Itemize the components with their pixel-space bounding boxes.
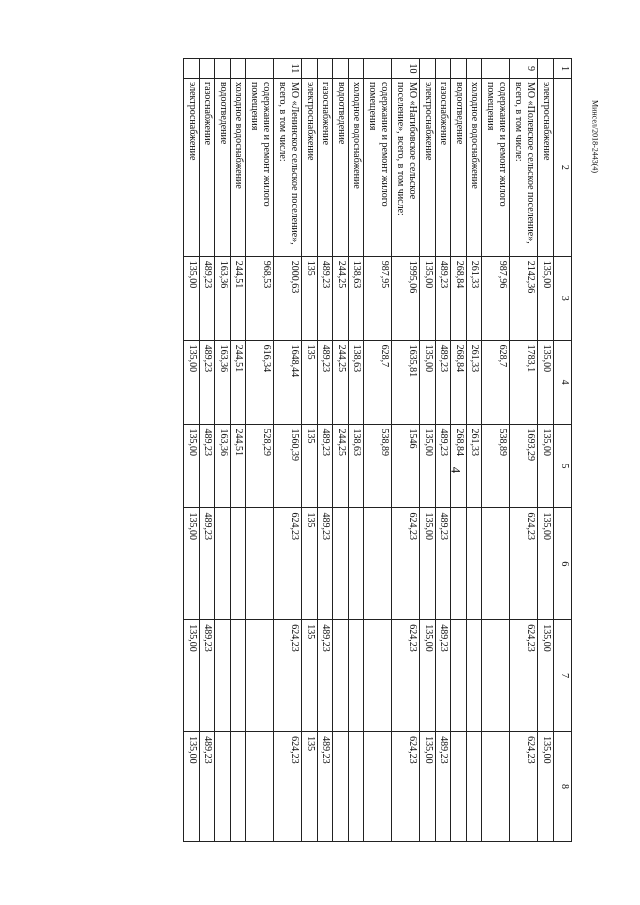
value-cell — [333, 508, 349, 620]
value-cell — [349, 508, 365, 620]
value-cell: 987,95 — [364, 256, 392, 340]
value-cell: 489,23 — [436, 732, 452, 842]
value-cell: 489,23 — [200, 256, 216, 340]
value-cell: 135 — [302, 424, 318, 508]
header-cell: 8 — [554, 732, 572, 842]
header-cell: 4 — [554, 340, 572, 424]
value-cell — [482, 620, 510, 732]
value-cell: 135 — [302, 732, 318, 842]
row-number-cell — [538, 59, 554, 79]
value-cell: 489,23 — [200, 340, 216, 424]
value-cell: 624,23 — [510, 732, 538, 842]
value-cell: 489,23 — [200, 508, 216, 620]
value-cell: 1693,29 — [510, 424, 538, 508]
value-cell: 135,00 — [420, 256, 436, 340]
value-cell: 244,51 — [231, 424, 247, 508]
value-cell: 135 — [302, 256, 318, 340]
value-cell: 138,63 — [349, 340, 365, 424]
value-cell: 135,00 — [538, 340, 554, 424]
header-cell: 6 — [554, 508, 572, 620]
value-cell: 616,34 — [246, 340, 274, 424]
value-cell: 489,23 — [436, 620, 452, 732]
value-cell: 624,23 — [510, 620, 538, 732]
value-cell — [364, 732, 392, 842]
value-cell — [246, 732, 274, 842]
value-cell — [231, 620, 247, 732]
row-number-cell — [215, 59, 231, 79]
value-cell: 135,00 — [184, 620, 200, 732]
row-name-cell: содержание и ремонт жилого помещения — [482, 78, 510, 256]
value-cell — [333, 620, 349, 732]
table-row — [318, 59, 334, 842]
value-cell: 135,00 — [538, 620, 554, 732]
value-cell: 624,23 — [392, 620, 420, 732]
table-row — [231, 59, 247, 842]
value-cell: 244,51 — [231, 340, 247, 424]
value-cell: 538,89 — [364, 424, 392, 508]
value-cell: 244,25 — [333, 256, 349, 340]
value-cell: 489,23 — [318, 620, 334, 732]
row-name-cell: электроснабжение — [302, 78, 318, 256]
table-row — [302, 59, 318, 842]
value-cell — [246, 620, 274, 732]
value-cell — [231, 508, 247, 620]
row-number-cell — [184, 59, 200, 79]
value-cell: 135,00 — [538, 256, 554, 340]
value-cell — [231, 732, 247, 842]
value-cell: 1560,39 — [274, 424, 302, 508]
value-cell: 135,00 — [420, 508, 436, 620]
value-cell: 624,23 — [392, 732, 420, 842]
row-name-cell: газоснабжение — [318, 78, 334, 256]
row-name-cell: МО «Полевское сельское поселение», всего, в том числе: — [510, 78, 538, 256]
row-name-cell: газоснабжение — [436, 78, 452, 256]
row-number-cell: 9 — [510, 59, 538, 79]
value-cell: 1546 — [392, 424, 420, 508]
value-cell: 489,23 — [436, 424, 452, 508]
value-cell: 528,29 — [246, 424, 274, 508]
table-row — [482, 59, 510, 842]
table-body — [184, 59, 554, 842]
value-cell: 268,84 — [451, 340, 467, 424]
value-cell — [364, 620, 392, 732]
table-wrap — [184, 58, 573, 842]
value-cell: 489,23 — [318, 424, 334, 508]
value-cell — [246, 508, 274, 620]
value-cell: 489,23 — [318, 732, 334, 842]
row-name-cell: водоотведение — [215, 78, 231, 256]
row-name-cell: содержание и ремонт жилого помещения — [246, 78, 274, 256]
value-cell: 135,00 — [184, 732, 200, 842]
value-cell: 135,00 — [184, 508, 200, 620]
header-cell: 1 — [554, 59, 572, 79]
table-row — [538, 59, 554, 842]
value-cell: 135,00 — [184, 340, 200, 424]
row-name-cell: газоснабжение — [200, 78, 216, 256]
value-cell — [451, 732, 467, 842]
value-cell: 489,23 — [318, 256, 334, 340]
value-cell: 138,63 — [349, 256, 365, 340]
value-cell: 1783,1 — [510, 340, 538, 424]
table-row — [274, 59, 302, 842]
row-name-cell: электроснабжение — [420, 78, 436, 256]
value-cell: 624,23 — [274, 508, 302, 620]
page-number: 4 — [448, 466, 464, 474]
row-number-cell: 11 — [274, 59, 302, 79]
value-cell — [349, 732, 365, 842]
table-row — [467, 59, 483, 842]
document-code: Минсел/2018-2443(4) — [590, 100, 600, 174]
value-cell: 268,84 — [451, 256, 467, 340]
table-row — [184, 59, 200, 842]
header-row — [554, 59, 572, 842]
row-name-cell: водоотведение — [333, 78, 349, 256]
value-cell — [451, 620, 467, 732]
tariff-table — [184, 58, 573, 842]
value-cell: 163,36 — [215, 256, 231, 340]
value-cell: 135,00 — [420, 732, 436, 842]
header-cell: 7 — [554, 620, 572, 732]
table-row — [392, 59, 420, 842]
value-cell — [467, 620, 483, 732]
row-name-cell: холодное водоснабжение — [231, 78, 247, 256]
value-cell: 624,23 — [510, 508, 538, 620]
row-number-cell — [231, 59, 247, 79]
value-cell: 135 — [302, 508, 318, 620]
row-number-cell — [364, 59, 392, 79]
value-cell — [333, 732, 349, 842]
row-number-cell — [333, 59, 349, 79]
table-row — [349, 59, 365, 842]
header-cell: 2 — [554, 78, 572, 256]
row-number-cell — [302, 59, 318, 79]
value-cell: 163,36 — [215, 340, 231, 424]
value-cell: 489,23 — [318, 508, 334, 620]
value-cell: 244,25 — [333, 424, 349, 508]
value-cell — [215, 508, 231, 620]
row-number-cell — [482, 59, 510, 79]
value-cell: 163,36 — [215, 424, 231, 508]
row-number-cell — [467, 59, 483, 79]
value-cell: 538,89 — [482, 424, 510, 508]
value-cell: 135,00 — [420, 424, 436, 508]
table-row — [451, 59, 467, 842]
table-row — [333, 59, 349, 842]
value-cell: 489,23 — [436, 340, 452, 424]
row-name-cell: водоотведение — [451, 78, 467, 256]
table-row — [436, 59, 452, 842]
header-cell: 3 — [554, 256, 572, 340]
row-name-cell: электроснабжение — [184, 78, 200, 256]
value-cell: 135,00 — [184, 424, 200, 508]
value-cell: 1648,44 — [274, 340, 302, 424]
row-number-cell — [451, 59, 467, 79]
value-cell: 1635,81 — [392, 340, 420, 424]
value-cell: 135 — [302, 340, 318, 424]
value-cell: 628,7 — [482, 340, 510, 424]
row-number-cell — [420, 59, 436, 79]
value-cell: 624,23 — [392, 508, 420, 620]
value-cell: 135,00 — [538, 508, 554, 620]
value-cell: 489,23 — [318, 340, 334, 424]
header-cell: 5 — [554, 424, 572, 508]
value-cell: 628,7 — [364, 340, 392, 424]
row-name-cell: МО «Ленинское сельское поселение», всего, в том числе: — [274, 78, 302, 256]
table-row — [364, 59, 392, 842]
value-cell: 987,96 — [482, 256, 510, 340]
row-name-cell: содержание и ремонт жилого помещения — [364, 78, 392, 256]
row-name-cell: холодное водоснабжение — [349, 78, 365, 256]
value-cell — [467, 732, 483, 842]
value-cell: 261,33 — [467, 424, 483, 508]
value-cell: 624,23 — [274, 732, 302, 842]
value-cell: 2000,63 — [274, 256, 302, 340]
row-name-cell: электроснабжение — [538, 78, 554, 256]
table-row — [200, 59, 216, 842]
value-cell: 135,00 — [538, 732, 554, 842]
value-cell: 135,00 — [538, 424, 554, 508]
value-cell: 244,25 — [333, 340, 349, 424]
value-cell: 489,23 — [200, 424, 216, 508]
row-number-cell — [349, 59, 365, 79]
value-cell: 261,33 — [467, 256, 483, 340]
value-cell: 261,33 — [467, 340, 483, 424]
value-cell: 135,00 — [184, 256, 200, 340]
value-cell — [364, 508, 392, 620]
value-cell — [215, 732, 231, 842]
table-row — [420, 59, 436, 842]
value-cell: 968,53 — [246, 256, 274, 340]
row-number-cell — [436, 59, 452, 79]
value-cell — [451, 508, 467, 620]
table-row — [246, 59, 274, 842]
table-row — [215, 59, 231, 842]
row-number-cell — [318, 59, 334, 79]
value-cell — [482, 508, 510, 620]
value-cell: 268,84 — [451, 424, 467, 508]
value-cell — [467, 508, 483, 620]
table-row — [510, 59, 538, 842]
row-name-cell: холодное водоснабжение — [467, 78, 483, 256]
value-cell — [482, 732, 510, 842]
value-cell: 489,23 — [436, 256, 452, 340]
value-cell: 138,63 — [349, 424, 365, 508]
value-cell: 2142,36 — [510, 256, 538, 340]
row-name-cell: МО «Нагибовское сельское поселение», всего, в том числе: — [392, 78, 420, 256]
row-number-cell — [246, 59, 274, 79]
value-cell: 489,23 — [200, 732, 216, 842]
value-cell: 624,23 — [274, 620, 302, 732]
value-cell: 489,23 — [200, 620, 216, 732]
value-cell: 135 — [302, 620, 318, 732]
row-number-cell: 10 — [392, 59, 420, 79]
value-cell: 244,51 — [231, 256, 247, 340]
value-cell — [349, 620, 365, 732]
row-number-cell — [200, 59, 216, 79]
value-cell: 489,23 — [436, 508, 452, 620]
value-cell — [215, 620, 231, 732]
value-cell: 135,00 — [420, 340, 436, 424]
value-cell: 1995,06 — [392, 256, 420, 340]
value-cell: 135,00 — [420, 620, 436, 732]
